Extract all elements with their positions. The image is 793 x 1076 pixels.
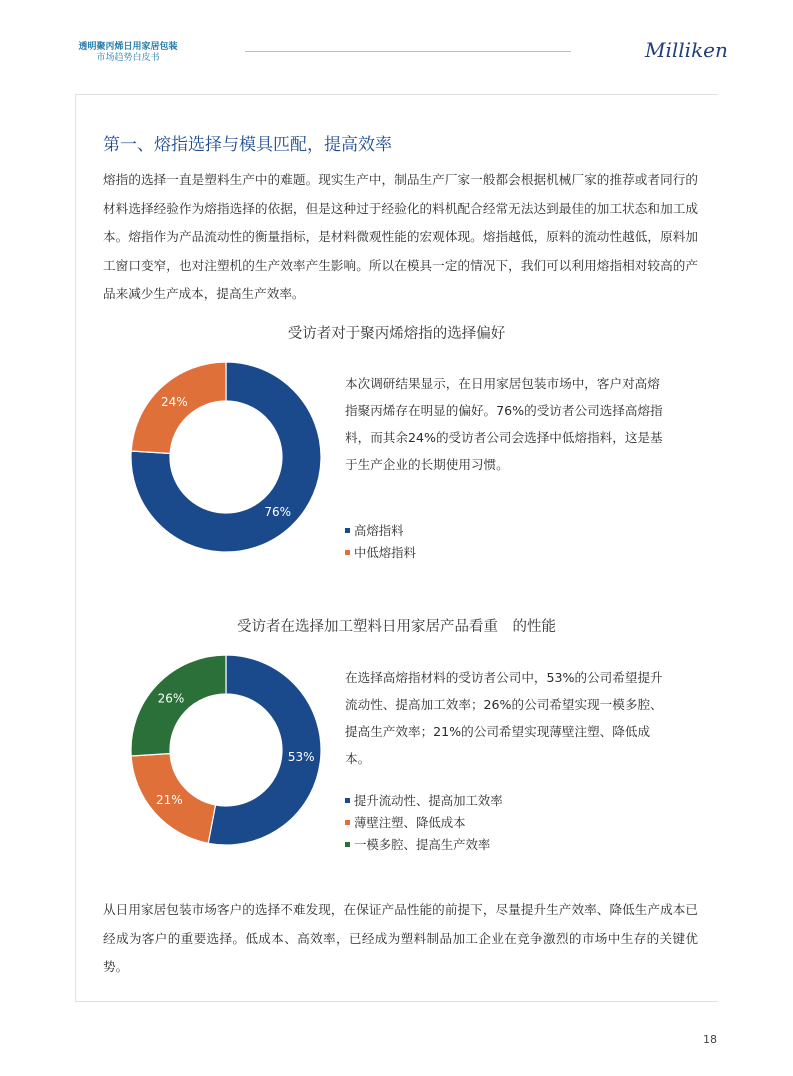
chart2-data-label-2: 26% <box>157 691 185 706</box>
chart2-legend-item-0 <box>345 790 503 812</box>
header-title-line1: 透明聚丙烯日用家居包装 <box>78 42 178 52</box>
chart2-legend-label-2: 一模多腔、提高生产效率 <box>354 837 491 852</box>
page-number: 18 <box>703 1033 717 1046</box>
header-title-line2: 市场趋势白皮书 <box>96 53 160 63</box>
chart2-legend-item-2 <box>345 834 503 856</box>
conclusion-paragraph: 从日用家居包装市场客户的选择不难发现，在保证产品性能的前提下，尽量提升生产效率、降低生产成本已经成为客户的重要选择。低成本、高效率，已经成为塑料制品加工企业在竞争激烈的市场中生存的关键优势。 <box>103 902 698 974</box>
chart1-legend-item-1 <box>345 542 416 564</box>
chart2-slice-2 <box>131 655 226 756</box>
chart2-legend-swatch-1 <box>345 820 350 825</box>
chart2-legend-label-0: 提升流动性、提高加工效率 <box>354 793 503 808</box>
content-frame-bottom <box>75 1001 718 1002</box>
chart2-legend <box>345 790 503 856</box>
chart2-donut <box>130 654 322 846</box>
chart2-description: 在选择高熔指材料的受访者公司中，53%的公司希望提升流动性、提高加工效率；26%的公司希望实现一模多腔、提高生产效率；21%的公司希望实现薄壁注塑、降低成本。 <box>345 670 663 766</box>
header-divider <box>245 51 571 52</box>
chart2-data-label-1: 21% <box>156 792 183 807</box>
chart1-data-label-0: 76% <box>264 505 292 520</box>
brand-logo: Milliken <box>645 38 728 62</box>
chart1-legend-item-0 <box>345 520 416 542</box>
chart1-legend-label-1: 中低熔指料 <box>354 545 416 560</box>
section-title: 第一、熔指选择与模具匹配，提高效率 <box>103 135 392 155</box>
chart1-legend-label-0: 高熔指料 <box>354 523 404 538</box>
chart2-legend-swatch-0 <box>345 798 350 803</box>
chart2-title: 受访者在选择加工塑料日用家居产品看重 的性能 <box>237 619 556 635</box>
chart1-legend <box>345 520 416 564</box>
chart1-legend-swatch-0 <box>345 528 350 533</box>
content-frame-left <box>75 94 76 1002</box>
chart2-data-label-0: 53% <box>287 750 315 765</box>
chart2-legend-label-1: 薄壁注塑、降低成本 <box>354 815 466 830</box>
chart1-data-label-1: 24% <box>160 394 188 409</box>
header-title <box>74 42 182 64</box>
chart1-description: 本次调研结果显示，在日用家居包装市场中，客户对高熔指聚丙烯存在明显的偏好。76%的受访者公司选择高熔指料，而其余24%的受访者公司会选择中低熔指料，这是基于生产企业的长期使用习惯。 <box>345 376 663 472</box>
content-frame-top <box>75 94 718 95</box>
intro-paragraph: 熔指的选择一直是塑料生产中的难题。现实生产中，制品生产厂家一般都会根据机械厂家的推荐或者同行的材料选择经验作为熔指选择的依据，但是这种过于经验化的料机配合经常无法达到最佳的加工状态和加工成本。熔指作为产品流动性的衡量指标，是材料微观性能的宏观体现。熔指越低，原料的流动性越低，原料加工窗口变窄，也对注塑机的生产效率产生影响。所以在模具一定的情况下，我们可以利用熔指相对较高的产品来减少生产成本，提高生产效率。 <box>103 172 698 301</box>
chart2-legend-item-1 <box>345 812 503 834</box>
chart1-legend-swatch-1 <box>345 550 350 555</box>
chart1-title: 受访者对于聚丙烯熔指的选择偏好 <box>287 326 506 342</box>
chart1-donut <box>130 361 322 553</box>
chart2-legend-swatch-2 <box>345 842 350 847</box>
